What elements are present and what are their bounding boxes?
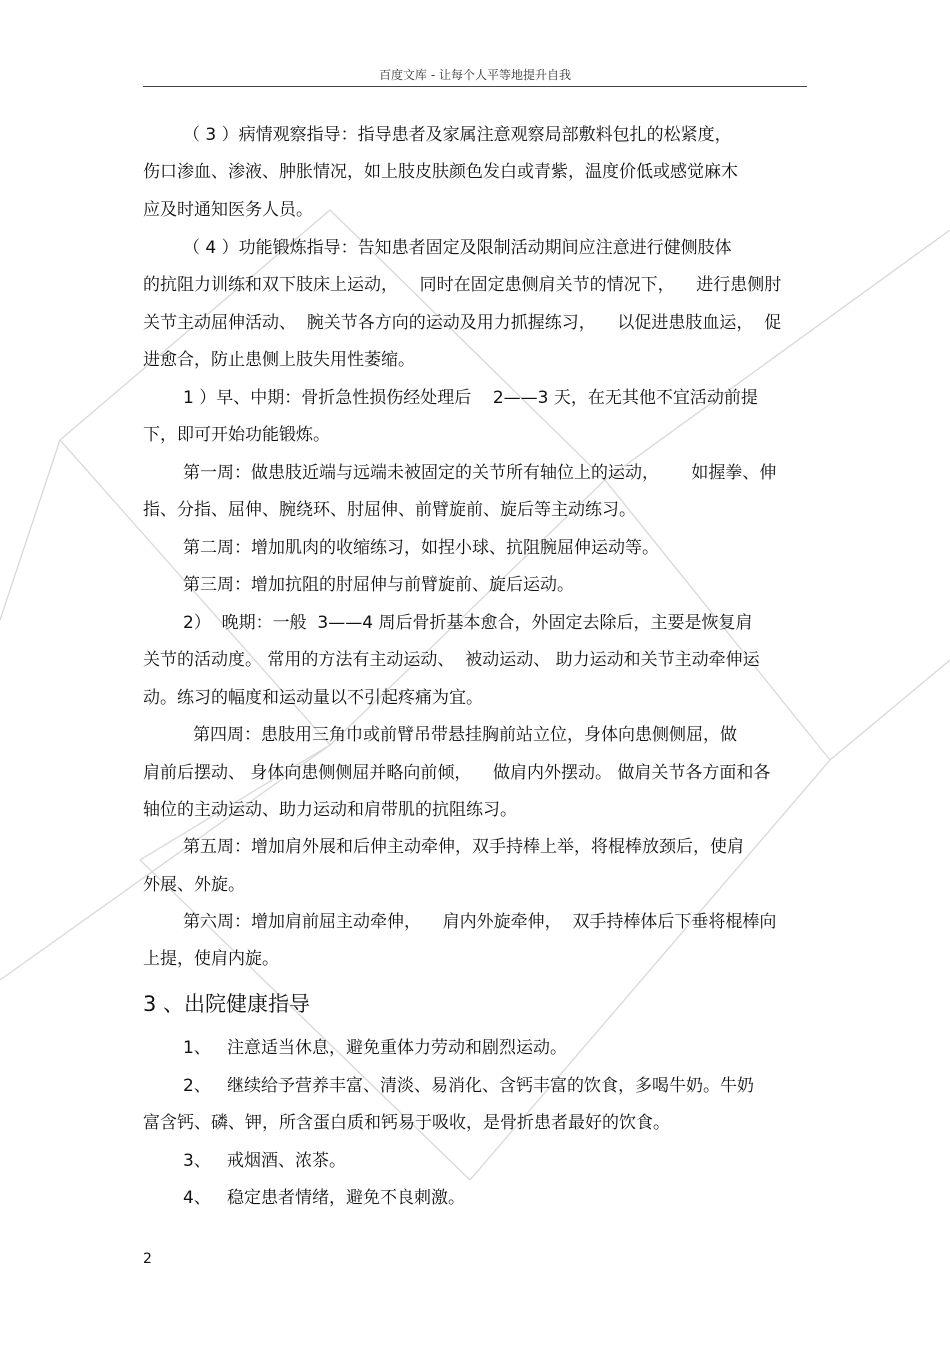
page-number: 2 bbox=[143, 1251, 152, 1267]
list-item: 3、 戒烟酒、浓茶。 bbox=[183, 1151, 347, 1171]
paragraph-line: 肩前后摆动、 身体向患侧侧屈并略向前倾， 做肩内外摆动。 做肩关节各方面和各 bbox=[143, 763, 771, 783]
paragraph-line: （ 4 ）功能锻炼指导：告知患者固定及限制活动期间应注意进行健侧肢体 bbox=[183, 238, 732, 258]
paragraph-line: 第五周：增加肩外展和后伸主动牵伸，双手持棒上举，将棍棒放颈后，使肩 bbox=[183, 837, 744, 857]
paragraph-line: 下，即可开始功能锻炼。 bbox=[143, 425, 330, 445]
paragraph-line: 第二周：增加肌肉的收缩练习，如捏小球、抗阻腕屈伸运动等。 bbox=[183, 538, 659, 558]
page-header: 百度文库 - 让每个人平等地提升自我 bbox=[379, 68, 571, 82]
paragraph-line: 外展、外旋。 bbox=[143, 875, 245, 895]
paragraph-line: 第四周：患肢用三角巾或前臂吊带悬挂胸前站立位，身体向患侧侧屈，做 bbox=[193, 725, 737, 745]
paragraph-line: 的抗阻力训练和双下肢床上运动， 同时在固定患侧肩关节的情况下， 进行患侧肘 bbox=[143, 275, 782, 295]
list-item: 2、 继续给予营养丰富、清淡、易消化、含钙丰富的饮食，多喝牛奶。牛奶 bbox=[183, 1076, 755, 1096]
list-item: 4、 稳定患者情绪，避免不良刺激。 bbox=[183, 1188, 466, 1208]
list-item: 1、 注意适当休息，避免重体力劳动和剧烈运动。 bbox=[183, 1038, 568, 1058]
paragraph-line: 第一周：做患肢近端与远端未被固定的关节所有轴位上的运动， 如握拳、伸 bbox=[183, 463, 777, 483]
paragraph-line: 上提，使肩内旋。 bbox=[143, 949, 279, 969]
paragraph-line: 1 ）早、中期：骨折急性损伤经处理后 2——3 天，在无其他不宜活动前提 bbox=[183, 388, 758, 408]
paragraph-line: 第三周：增加抗阻的肘屈伸与前臂旋前、旋后运动。 bbox=[183, 575, 574, 595]
section-heading: 3 、出院健康指导 bbox=[143, 992, 311, 1016]
paragraph-line: 富含钙、磷、钾，所含蛋白质和钙易于吸收，是骨折患者最好的饮食。 bbox=[143, 1113, 670, 1133]
paragraph-line: 进愈合，防止患侧上肢失用性萎缩。 bbox=[143, 350, 415, 370]
paragraph-line: 轴位的主动运动、助力运动和肩带肌的抗阻练习。 bbox=[143, 800, 517, 820]
header-divider bbox=[143, 86, 807, 87]
paragraph-line: 第六周：增加肩前屈主动牵伸， 肩内外旋牵伸， 双手持棒体后下垂将棍棒向 bbox=[183, 912, 777, 932]
paragraph-line: 关节的活动度。 常用的方法有主动运动、 被动运动、 助力运动和关节主动牵伸运 bbox=[143, 650, 760, 670]
paragraph-line: 2） 晚期：一般 3——4 周后骨折基本愈合，外固定去除后，主要是恢复肩 bbox=[183, 613, 753, 633]
paragraph-line: 关节主动屈伸活动、 腕关节各方向的运动及用力抓握练习， 以促进患肢血运， 促 bbox=[143, 313, 782, 333]
paragraph-line: 伤口渗血、渗液、肿胀情况，如上肢皮肤颜色发白或青紫，温度价低或感觉麻木 bbox=[143, 162, 738, 182]
paragraph-line: 动。练习的幅度和运动量以不引起疼痛为宜。 bbox=[143, 688, 483, 708]
paragraph-line: 指、分指、屈伸、腕绕环、肘屈伸、前臂旋前、旋后等主动练习。 bbox=[143, 500, 636, 520]
paragraph-line: 应及时通知医务人员。 bbox=[143, 200, 313, 220]
paragraph-line: （ 3 ）病情观察指导：指导患者及家属注意观察局部敷料包扎的松紧度， bbox=[183, 125, 732, 145]
